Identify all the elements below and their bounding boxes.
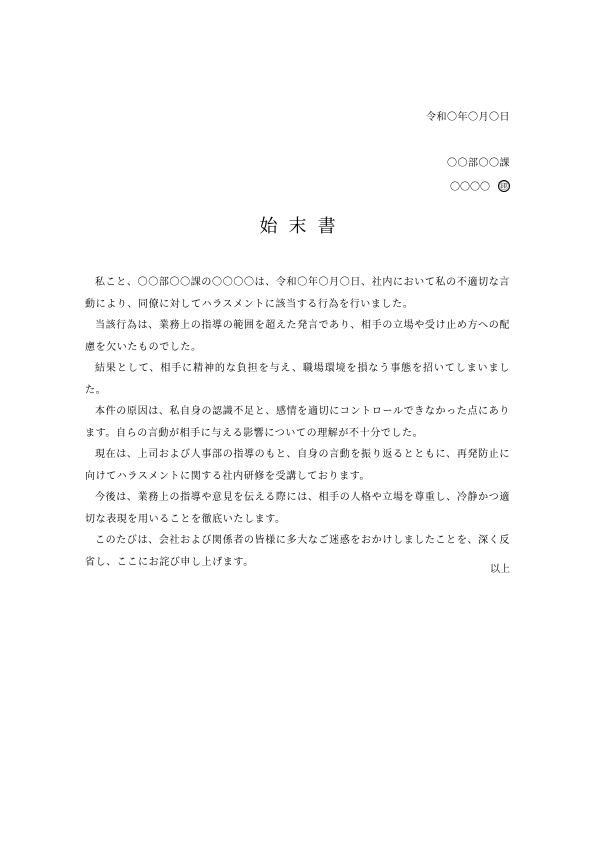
body-paragraph: 現在は、上司および人事部の指導のもと、自身の言動を振り返るとともに、再発防止に向けてハラスメントに関する社内研修を受講しております。 <box>85 449 510 482</box>
closing-word: 以上 <box>490 564 510 575</box>
body-paragraph: 本件の原因は、私自身の認識不足と、感情を適切にコントロールできなかった点にあります。自らの言動が相手に与える影響についての理解が不十分でした。 <box>85 406 510 439</box>
seal-mark: ㊞ <box>499 181 509 192</box>
document-date: 令和〇年〇月〇日 <box>426 112 510 123</box>
signature-line <box>450 178 510 193</box>
body-paragraph: このたびは、会社および関係者の皆様に多大なご迷惑をおかけしましたことを、深く反省し、ここにお詫び申し上げます。 <box>85 535 510 568</box>
body-paragraph: 今後は、業務上の指導や意見を伝える際には、相手の人格や立場を尊重し、冷静かつ適切な表現を用いることを徹底いたします。 <box>85 492 510 525</box>
document-title: 始末書 <box>259 216 347 237</box>
document-body <box>85 272 510 573</box>
body-paragraph: 当該行為は、業務上の指導の範囲を超えた発言であり、相手の立場や受け止め方への配慮を欠いたものでした。 <box>85 320 510 353</box>
author-name: 〇〇〇〇 <box>450 182 490 193</box>
department-name: 〇〇部〇〇課 <box>447 158 510 169</box>
body-paragraph: 私こと、〇〇部〇〇課の〇〇〇〇は、令和〇年〇月〇日、社内において私の不適切な言動により、同僚に対してハラスメントに該当する行為を行いました。 <box>85 277 510 310</box>
body-paragraph: 結果として、相手に精神的な負担を与え、職場環境を損なう事態を招いてしまいました。 <box>85 363 510 396</box>
